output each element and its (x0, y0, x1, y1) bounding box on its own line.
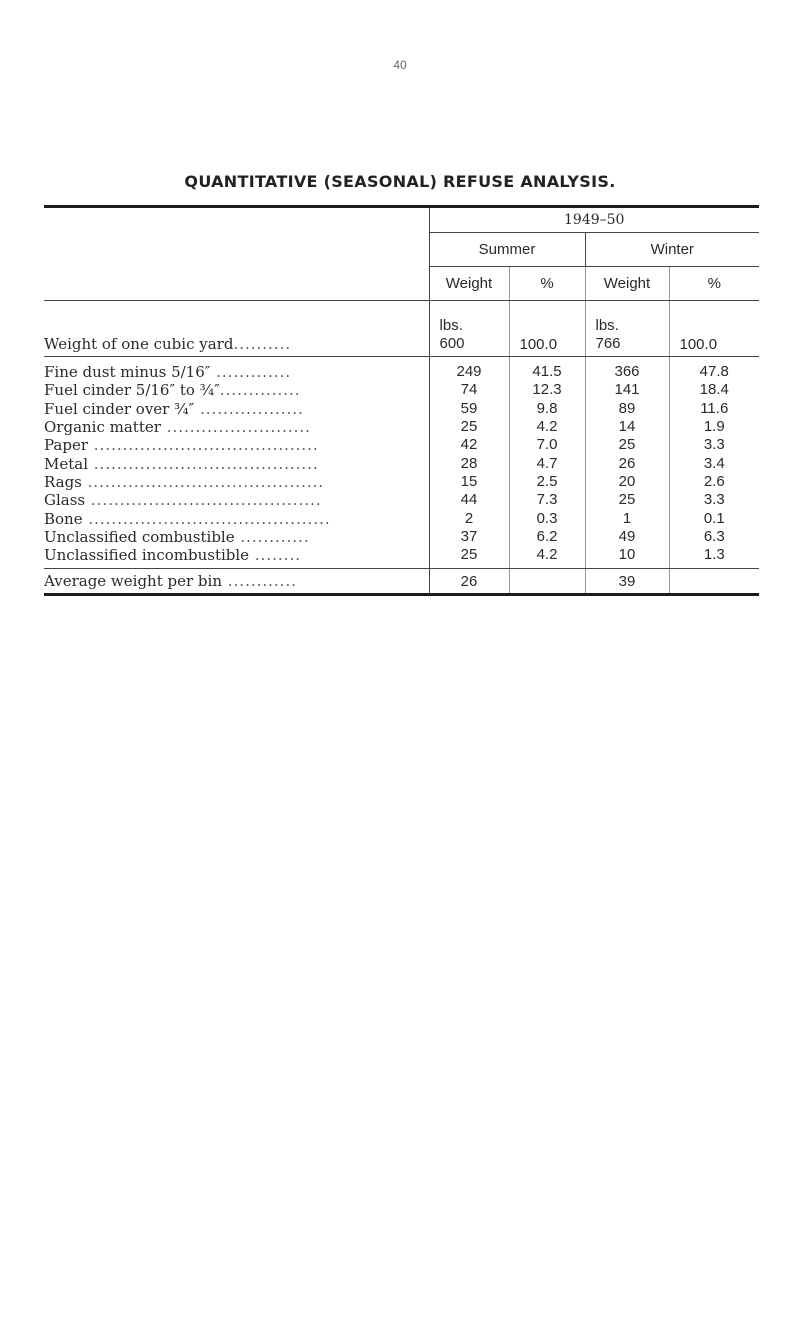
average-winter-percent (669, 569, 759, 595)
cubic-yard-summer-percent: 100.0 (509, 301, 585, 357)
average-winter-weight: 39 (585, 569, 669, 595)
winter-percent-cell: 1.3 (669, 546, 759, 569)
winter-percent-cell: 3.3 (669, 436, 759, 454)
summer-percent-cell: 7.0 (509, 436, 585, 454)
winter-weight-cell: 26 (585, 454, 669, 472)
row-label: Metal ....................................... (44, 454, 319, 473)
summer-weight-cell: 2 (429, 509, 509, 527)
page-number: 40 (393, 58, 407, 72)
row-label: Rags ......................................... (44, 472, 325, 491)
winter-weight-cell: 25 (585, 436, 669, 454)
table-row (44, 363, 759, 381)
row-label: Unclassified incombustible ........ (44, 546, 429, 569)
winter-weight-cell: 141 (585, 381, 669, 399)
winter-percent-cell: 3.3 (669, 491, 759, 509)
winter-percent-cell: 47.8 (669, 363, 759, 381)
header-row-subheaders (44, 267, 759, 301)
winter-weight-cell: 25 (585, 491, 669, 509)
average-weight-row (44, 569, 759, 595)
summer-weight-cell: 15 (429, 473, 509, 491)
row-label: Unclassified combustible ............ (44, 527, 310, 546)
winter-percent-cell: 1.9 (669, 418, 759, 436)
average-summer-percent (509, 569, 585, 595)
winter-percent-cell: 18.4 (669, 381, 759, 399)
summer-percent-cell: 9.8 (509, 400, 585, 418)
year-header: 1949–50 (429, 208, 759, 233)
winter-weight-cell: 366 (585, 363, 669, 381)
winter-weight-cell: 14 (585, 418, 669, 436)
header-row-season (44, 233, 759, 267)
cubic-yard-summer-weight: lbs. 600 (429, 301, 509, 357)
average-weight-label: Average weight per bin ............ (44, 569, 429, 595)
summer-percent-cell: 4.2 (509, 418, 585, 436)
summer-weight-cell: 44 (429, 491, 509, 509)
winter-weight-cell: 20 (585, 473, 669, 491)
summer-weight-cell: 28 (429, 454, 509, 472)
table-row (44, 546, 759, 569)
table-row (44, 491, 759, 509)
table-row (44, 509, 759, 527)
summer-percent-cell: 4.2 (509, 546, 585, 569)
subheader-summer-weight: Weight (429, 267, 509, 301)
row-label: Glass ........................................ (44, 491, 322, 510)
summer-weight-cell: 59 (429, 400, 509, 418)
summer-weight-cell: 249 (429, 363, 509, 381)
table-row (44, 418, 759, 436)
summer-weight-cell: 74 (429, 381, 509, 399)
cubic-yard-label: Weight of one cubic yard.......... (44, 301, 429, 357)
row-label: Bone .......................................... (44, 509, 331, 528)
summer-percent-cell: 2.5 (509, 473, 585, 491)
season-header-winter: Winter (585, 233, 759, 267)
summer-percent-cell: 4.7 (509, 454, 585, 472)
summer-weight-cell: 42 (429, 436, 509, 454)
row-label: Fine dust minus 5/16″ ............. (44, 363, 292, 382)
summer-weight-cell: 25 (429, 418, 509, 436)
summer-weight-cell: 37 (429, 528, 509, 546)
subheader-summer-percent: % (509, 267, 585, 301)
cubic-yard-row (44, 301, 759, 357)
winter-weight-cell: 89 (585, 400, 669, 418)
page-title: QUANTITATIVE (SEASONAL) REFUSE ANALYSIS. (184, 172, 616, 191)
winter-weight-cell: 10 (585, 546, 669, 569)
table-row (44, 400, 759, 418)
refuse-analysis-table (44, 205, 759, 596)
table-row (44, 528, 759, 546)
table-row (44, 473, 759, 491)
average-summer-weight: 26 (429, 569, 509, 595)
winter-percent-cell: 11.6 (669, 400, 759, 418)
cubic-yard-winter-weight: lbs. 766 (585, 301, 669, 357)
cubic-yard-winter-percent: 100.0 (669, 301, 759, 357)
row-label: Fuel cinder 5/16″ to ¾″.............. (44, 381, 301, 400)
table-row (44, 381, 759, 399)
row-label: Fuel cinder over ¾″ .................. (44, 399, 304, 418)
winter-percent-cell: 3.4 (669, 454, 759, 472)
subheader-winter-percent: % (669, 267, 759, 301)
table-row (44, 454, 759, 472)
summer-percent-cell: 6.2 (509, 528, 585, 546)
winter-weight-cell: 49 (585, 528, 669, 546)
summer-percent-cell: 12.3 (509, 381, 585, 399)
row-label: Organic matter ......................... (44, 418, 311, 437)
winter-percent-cell: 2.6 (669, 473, 759, 491)
winter-weight-cell: 1 (585, 509, 669, 527)
summer-percent-cell: 7.3 (509, 491, 585, 509)
refuse-analysis-table-container (44, 205, 759, 596)
table-row (44, 436, 759, 454)
winter-percent-cell: 6.3 (669, 528, 759, 546)
header-row-year (44, 208, 759, 233)
subheader-winter-weight: Weight (585, 267, 669, 301)
summer-percent-cell: 0.3 (509, 509, 585, 527)
winter-percent-cell: 0.1 (669, 509, 759, 527)
summer-percent-cell: 41.5 (509, 363, 585, 381)
row-label: Paper ....................................... (44, 436, 319, 455)
season-header-summer: Summer (429, 233, 585, 267)
summer-weight-cell: 25 (429, 546, 509, 569)
